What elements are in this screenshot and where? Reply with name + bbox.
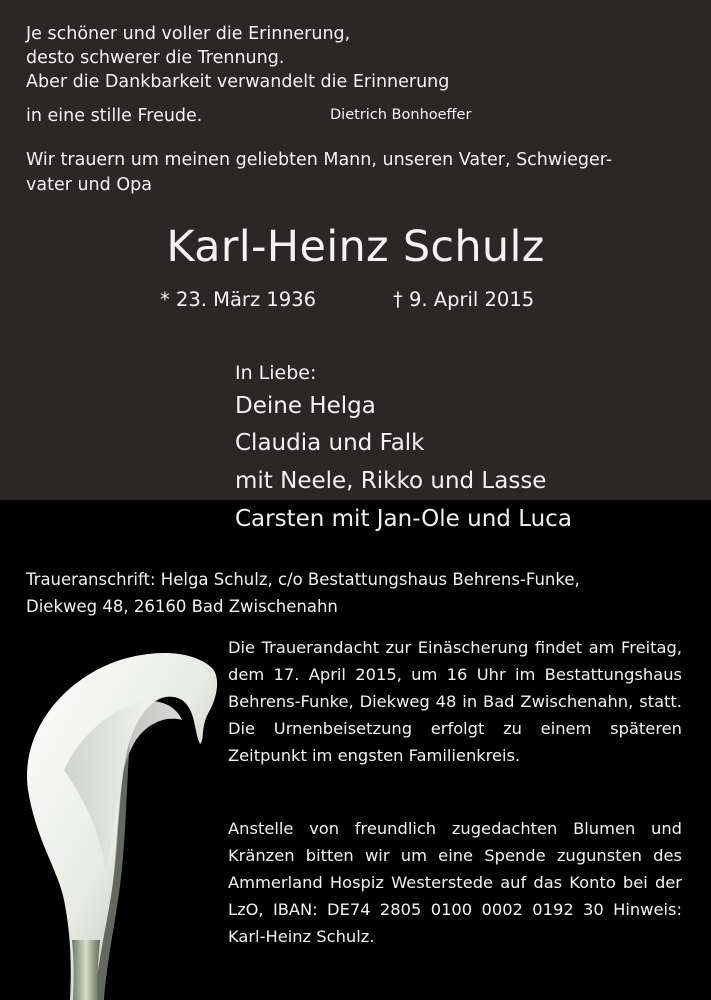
quote-line-3: Aber die Dankbarkeit verwandelt die Erinnerung [26, 72, 450, 92]
quote-line-2: desto schwerer die Trennung. [26, 48, 285, 68]
service-paragraph [228, 634, 682, 769]
mourner-name: Carsten mit Jan-Ole und Luca [235, 506, 572, 532]
death-date: † 9. April 2015 [393, 288, 535, 311]
quote-author: Dietrich Bonhoeffer [330, 107, 472, 123]
intro-line-2: vater und Opa [26, 174, 152, 195]
mourner-name: Claudia und Falk [235, 430, 425, 456]
birth-date: * 23. März 1936 [160, 288, 317, 311]
quote-line-4: in eine stille Freude. [26, 106, 203, 126]
intro-line-1: Wir trauern um meinen geliebten Mann, unseren Vater, Schwieger- [26, 150, 613, 170]
mourning-address-line-2: Diekweg 48, 26160 Bad Zwischenahn [26, 597, 338, 616]
mourning-intro [26, 148, 612, 197]
donation-paragraph [228, 815, 682, 950]
quote-line-1: Je schöner und voller die Erinnerung, [26, 24, 351, 44]
mourning-address-line-1: Traueranschrift: Helga Schulz, c/o Bestattungshaus Behrens-Funke, [26, 570, 580, 589]
mourner-name: mit Neele, Rikko und Lasse [235, 468, 547, 494]
service-details: Die Trauerandacht zur Einäscherung findet am Freitag, dem 17. April 2015, um 16 Uhr im Bestattungshaus Behrens-Funke, Diekweg 48 in Bad Zwischenahn, statt. Die Urnenbeisetzung erfolgt zu einem späteren Zeitpunkt im engsten Familienkreis. [228, 638, 682, 765]
mourner-name: Deine Helga [235, 393, 376, 419]
mourners-heading: In Liebe: [235, 362, 317, 384]
calla-lily-image [0, 640, 230, 1000]
donation-details: Anstelle von freundlich zugedachten Blumen und Kränzen bitten wir um eine Spende zugunsten des Ammerland Hospiz Westerstede auf das Konto bei der LzO, IBAN: DE74 2805 0100 0002 0192 30 Hinweis: Karl-Heinz Schulz. [228, 819, 682, 946]
deceased-name: Karl-Heinz Schulz [166, 222, 545, 272]
